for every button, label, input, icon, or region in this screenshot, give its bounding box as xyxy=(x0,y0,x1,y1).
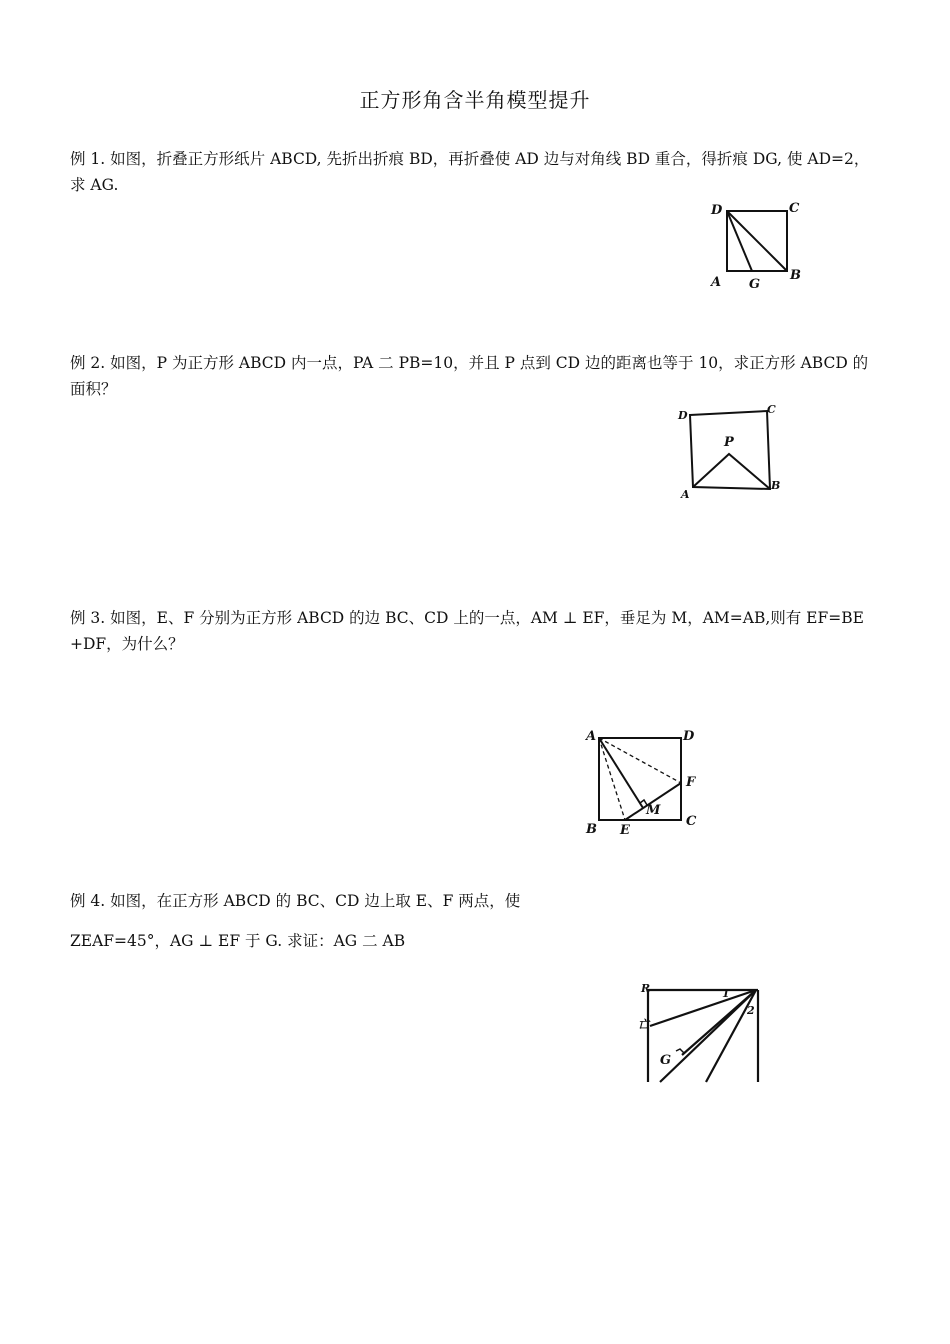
problem-1-text xyxy=(70,146,895,198)
problem-3-text xyxy=(70,605,895,657)
problem-1-line-2: 求 AG. xyxy=(70,176,119,194)
problem-3-line-2: +DF，为什么？ xyxy=(70,635,184,653)
lines-pa-pb xyxy=(693,454,770,489)
problem-1-figure xyxy=(705,198,815,298)
diagonal-bd xyxy=(727,211,787,271)
square-abcd xyxy=(690,411,770,489)
label-f: F xyxy=(686,775,696,790)
label-m: M xyxy=(646,803,661,818)
label-a: A xyxy=(681,488,690,501)
label-d: D xyxy=(683,729,695,744)
problem-2-line-2: 面积？ xyxy=(70,380,117,398)
label-b: B xyxy=(586,822,597,837)
square-abcd xyxy=(599,738,681,820)
label-b: B xyxy=(771,479,781,492)
label-c: C xyxy=(789,201,800,216)
label-p: P xyxy=(724,435,734,450)
segment-ae xyxy=(660,990,756,1082)
angle-label-2: 2 xyxy=(747,1004,755,1017)
label-e: E xyxy=(620,823,630,838)
label-d: D xyxy=(711,203,723,218)
problem-4-line-1: 例 4. 如图，在正方形 ABCD 的 BC、CD 边上取 E、F 两点，使 xyxy=(70,892,521,910)
label-c: C xyxy=(686,814,697,829)
right-angle-mark xyxy=(676,1049,684,1053)
problem-2-line-1: 例 2. 如图，P 为正方形 ABCD 内一点，PA 二 PB=10，并且 P 点到 CD 边的距离也等于 10，求正方形 ABCD 的 xyxy=(70,354,869,372)
label-g: G xyxy=(749,277,761,292)
label-c: C xyxy=(767,403,776,416)
problem-4-figure xyxy=(630,980,770,1083)
segment-am xyxy=(599,738,643,808)
label-a: A xyxy=(586,729,597,744)
dashed-ae xyxy=(599,738,625,820)
page-title: 正方形角含半角模型提升 xyxy=(359,88,591,112)
problem-4-text xyxy=(70,889,895,953)
crease-dg xyxy=(727,211,752,271)
problem-3-line-1: 例 3. 如图，E、F 分别为正方形 ABCD 的边 BC、CD 上的一点，AM ⊥ EF，垂足为 M，AM=AB,则有 EF=BE xyxy=(70,609,864,627)
problem-4-line-2: ZEAF=45°，AG ⊥ EF 于 G. 求证：AG 二 AB xyxy=(70,932,406,950)
label-a: A xyxy=(711,275,722,290)
label-g: G xyxy=(660,1053,672,1068)
problem-2-figure xyxy=(675,400,790,505)
problem-2-text xyxy=(70,350,895,402)
label-b: R xyxy=(641,982,651,995)
label-b: B xyxy=(790,268,801,283)
angle-label-1: 1 xyxy=(722,987,730,1000)
dashed-af xyxy=(599,738,681,783)
problem-1-line-1: 例 1. 如图，折叠正方形纸片 ABCD, 先折出折痕 BD，再折叠使 AD 边与对角线 BD 重合，得折痕 DG, 使 AD=2， xyxy=(70,150,870,168)
label-d: D xyxy=(678,409,688,422)
problem-3-figure xyxy=(580,722,705,847)
label-e: 亡 xyxy=(638,1018,649,1031)
